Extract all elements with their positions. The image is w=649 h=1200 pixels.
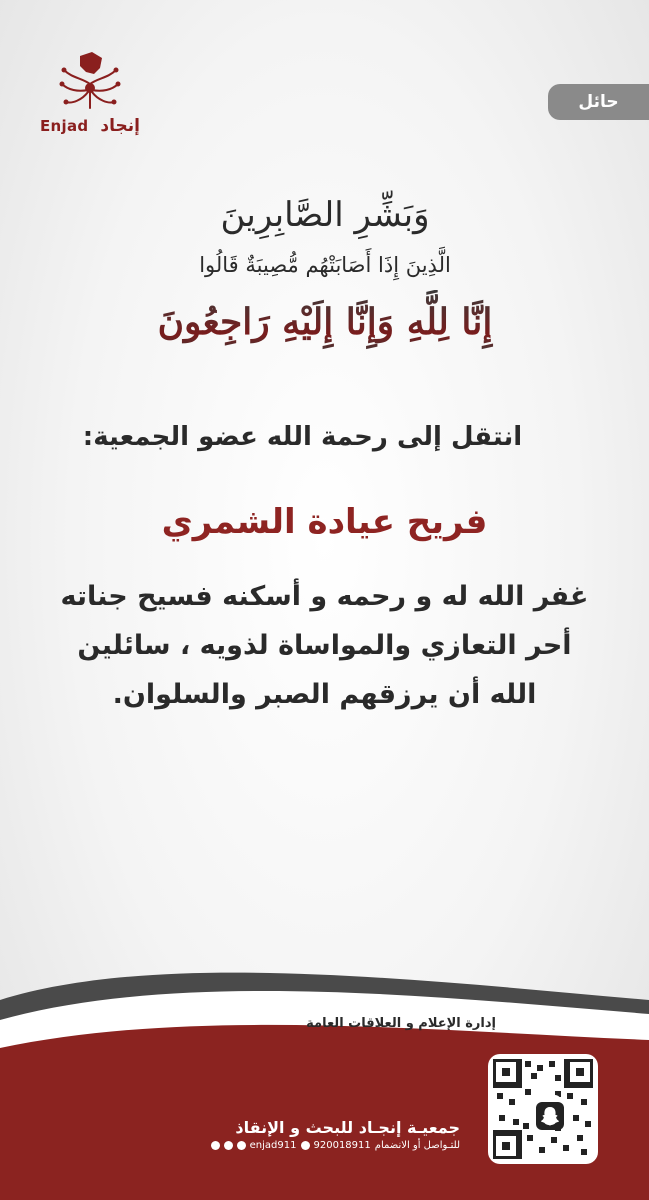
logo-text-arabic: إنجاد bbox=[100, 116, 140, 136]
snapchat-qr-code[interactable] bbox=[488, 1054, 598, 1164]
logo-text-latin: Enjad bbox=[40, 117, 89, 135]
phone-number[interactable]: 920018911 bbox=[313, 1140, 371, 1151]
contact-label: للتـواصل أو الانضمام bbox=[374, 1140, 460, 1151]
phone-icon bbox=[301, 1141, 310, 1150]
enjad-logo-icon bbox=[58, 48, 122, 116]
announcement-intro: انتقل إلى رحمة الله عضو الجمعية: bbox=[82, 422, 523, 452]
verse-line-2: الَّذِينَ إِذَا أَصَابَتْهُم مُّصِيبَةٌ قَالُوا bbox=[199, 253, 451, 277]
department-name: إدارة الإعلام و العلاقات العامة bbox=[306, 1016, 496, 1031]
enjad-logo bbox=[40, 48, 140, 148]
deceased-name: فريح عيادة الشمري bbox=[161, 502, 488, 542]
verse-line-1: وَبَشِّرِ الصَّابِرِينَ bbox=[220, 195, 430, 235]
twitter-icon[interactable] bbox=[237, 1141, 246, 1150]
city-badge: حائل bbox=[548, 84, 649, 120]
instagram-icon[interactable] bbox=[224, 1141, 233, 1150]
organization-name: جمعيـة إنجـاد للبحث و الإنقاذ bbox=[235, 1118, 460, 1137]
snapchat-icon bbox=[529, 1095, 561, 1127]
youtube-icon[interactable] bbox=[211, 1141, 220, 1150]
condolence-message: غفر الله له و رحمه و أسكنه فسيح جناته أحر التعازي والمواساة لذويه ، سائلين الله أن يرزقهم الصبر والسلوان. bbox=[60, 581, 589, 710]
social-handle[interactable]: enjad911 bbox=[249, 1140, 297, 1151]
verse-line-3: إِنَّا لِلَّهِ وَإِنَّا إِلَيْهِ رَاجِعُونَ bbox=[150, 290, 500, 354]
quran-verse bbox=[150, 190, 500, 354]
contact-line bbox=[200, 1140, 460, 1151]
